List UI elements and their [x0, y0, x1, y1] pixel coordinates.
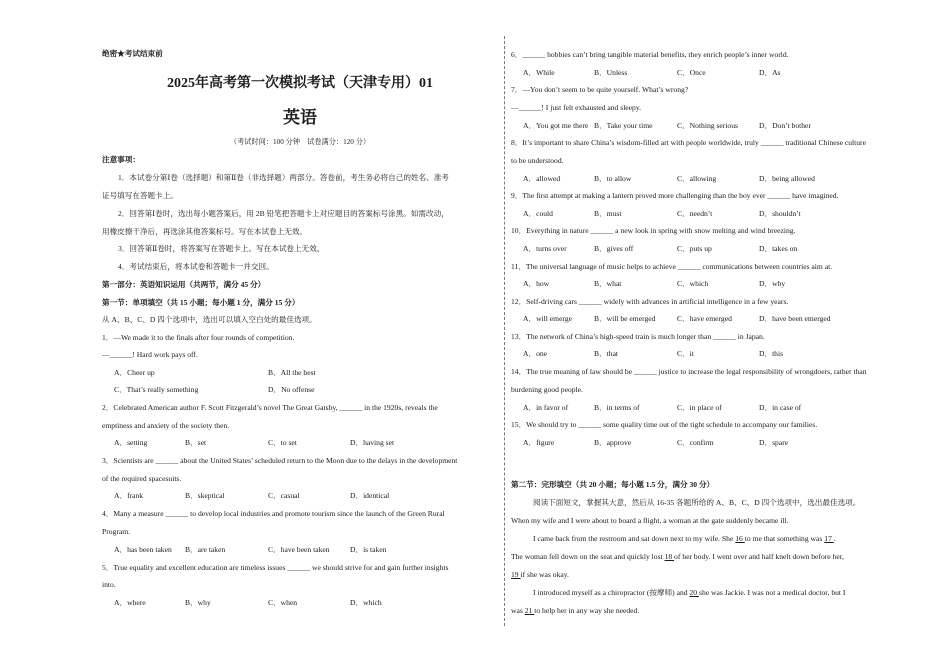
blank-21: 21 — [524, 606, 535, 615]
note-2b: 用橡皮擦干净后，再选涂其他答案标号。写在本试卷上无效。 — [102, 227, 308, 236]
option-b: B．that — [594, 349, 619, 358]
option-c: C．Nothing serious — [677, 121, 738, 130]
option-a: A．figure — [523, 438, 555, 447]
option-c: C．have been taken — [268, 545, 330, 554]
option-c: C．when — [268, 598, 298, 607]
option-a: A．setting — [114, 438, 148, 447]
question-stem: burdening good people. — [511, 385, 583, 394]
option-b: B．why — [185, 598, 211, 607]
passage-text: I introduced myself as a chiropractor (按摩师) and — [533, 588, 688, 597]
note-3: 3．回答第Ⅱ卷时，将答案写在答题卡上。写在本试卷上无效。 — [118, 244, 325, 253]
option-b: B．approve — [594, 438, 632, 447]
option-c: C．to set — [268, 438, 297, 447]
option-d: D．having set — [350, 438, 395, 447]
option-d: D．No offense — [268, 385, 315, 394]
option-d: D．why — [759, 279, 786, 288]
option-b: B．must — [594, 209, 622, 218]
blank-16: 16 — [735, 534, 745, 543]
question-stem: 6．______ hobbies can’t bring tangible material benefits, they enrich people’s inner world. — [511, 50, 789, 59]
question-stem: Program. — [102, 527, 131, 536]
option-b: B．All the best — [268, 368, 316, 377]
option-a: A．frank — [114, 491, 144, 500]
option-d: D．As — [759, 68, 781, 77]
question-stem: 9．The first attempt at making a lantern proved more challenging than the boy ever ______ have imagined. — [511, 191, 839, 200]
blank-20: 20 — [689, 588, 699, 597]
question-stem: of the required spacesuits. — [102, 474, 182, 483]
passage-line — [533, 588, 845, 598]
option-d: D．which — [350, 598, 382, 607]
option-d: D．being allowed — [759, 174, 815, 183]
option-a: A．how — [523, 279, 550, 288]
question-stem: 13．The network of China’s high-speed train is much longer than ______ in Japan. — [511, 332, 765, 341]
passage-line — [533, 534, 836, 544]
option-b: B．what — [594, 279, 622, 288]
passage-text: The woman fell down on the seat and quickly lost — [511, 552, 663, 561]
part1-heading: 第一部分：英语知识运用（共两节，满分 45 分） — [102, 280, 266, 289]
option-b: B．gives off — [594, 244, 634, 253]
passage-text: if she was okay. — [520, 570, 569, 579]
section1-instruction: 从 A、B、C、D 四个选项中，选出可以填入空白处的最佳选项。 — [102, 315, 317, 324]
option-b: B．in terms of — [594, 403, 640, 412]
option-b: B．set — [185, 438, 207, 447]
passage-text: of her body. I went over and half knelt down before her, — [674, 552, 844, 561]
passage-line: When my wife and I were about to board a flight, a woman at the gate suddenly became ill. — [511, 516, 789, 525]
option-a: A．will emerge — [523, 314, 572, 323]
passage-line — [511, 606, 639, 616]
option-d: D．identical — [350, 491, 390, 500]
passage-text: . — [833, 534, 836, 543]
question-stem: —______! I just felt exhausted and sleepy. — [511, 103, 642, 112]
option-a: A．could — [523, 209, 553, 218]
notes-heading: 注意事项： — [102, 155, 140, 164]
option-b: B．will be emerged — [594, 314, 656, 323]
option-a: A．turns over — [523, 244, 567, 253]
option-d: D．shouldn’t — [759, 209, 801, 218]
option-c: C．which — [677, 279, 709, 288]
option-a: A．where — [114, 598, 146, 607]
option-d: D．takes on — [759, 244, 798, 253]
question-stem: 11．The universal language of music helps to achieve ______ communications between countries aim at. — [511, 262, 833, 271]
option-d: D．in case of — [759, 403, 802, 412]
passage-text: to me that something was — [744, 534, 823, 543]
passage-text: to help her in any way she needed. — [534, 606, 640, 615]
option-b: B．Take your time — [594, 121, 653, 130]
section1-heading: 第一节：单项填空（共 15 小题；每小题 1 分，满分 15 分） — [102, 298, 300, 307]
option-c: C．in place of — [677, 403, 722, 412]
option-c: C．needn’t — [677, 209, 713, 218]
question-stem: 3．Scientists are ______ about the United States’ scheduled return to the Moon due to the delays in the development — [102, 456, 458, 465]
passage-text: she was Jackie. I was not a medical doctor, but I — [698, 588, 846, 597]
question-stem: into. — [102, 580, 116, 589]
exam-title: 2025年高考第一次模拟考试（天津专用）01 — [167, 76, 433, 91]
question-stem: 1．—We made it to the finals after four rounds of competition. — [102, 333, 295, 342]
option-c: C．confirm — [677, 438, 714, 447]
question-stem: 10．Everything in nature ______ a new look in spring with snow melting and wind breezing. — [511, 226, 796, 235]
option-c: C．it — [677, 349, 694, 358]
question-stem: 12．Self-driving cars ______ widely with advances in artificial intelligence in a few years. — [511, 297, 789, 306]
question-stem: 4．Many a measure ______ to develop local industries and promote tourism since the launch of the Green Rural — [102, 509, 445, 518]
question-stem: 5．True equality and excellent education are timeless issues ______ we should strive for and gain further insights — [102, 563, 449, 572]
passage-line — [511, 552, 844, 562]
option-b: B．Unless — [594, 68, 628, 77]
exam-info: （考试时间：100 分钟 试卷满分：120 分） — [229, 138, 371, 146]
option-b: B．skeptical — [185, 491, 225, 500]
blank-19: 19 — [511, 570, 521, 579]
option-d: D．have been emerged — [759, 314, 831, 323]
question-stem: 14．The true meaning of law should be ______ justice to increase the legal responsibility of wrongdoers, rather than — [511, 367, 867, 376]
note-1a: 1．本试卷分第Ⅰ卷（选择题）和第Ⅱ卷（非选择题）两部分。答卷前，考生务必将自己的姓名、准考 — [118, 173, 449, 182]
option-a: A．Cheer up — [114, 368, 155, 377]
question-stem: 8．It’s important to share China’s wisdom-filled art with people worldwide, truly ______ traditional Chinese culture — [511, 138, 866, 147]
secret-label: 绝密★考试结束前 — [102, 49, 163, 58]
passage-text: was — [511, 606, 523, 615]
question-stem: 7．—You don’t seem to be quite yourself. What’s wrong? — [511, 85, 689, 94]
option-a: A．one — [523, 349, 548, 358]
passage-text: I came back from the restroom and sat down next to my wife. She — [533, 534, 734, 543]
section2-heading: 第二节：完形填空（共 20 小题；每小题 1.5 分，满分 30 分） — [511, 480, 715, 489]
question-stem: emptiness and anxiety of the society then. — [102, 421, 230, 430]
option-a: A．in favor of — [523, 403, 569, 412]
passage-line — [511, 570, 569, 580]
question-stem: to be understood. — [511, 156, 564, 165]
note-2a: 2．回答第Ⅰ卷时，选出每小题答案后，用 2B 铅笔把答题卡上对应题目的答案标号涂黑。如需改动， — [118, 209, 449, 218]
blank-18: 18 — [664, 552, 675, 561]
question-stem: 15．We should try to ______ some quality time out of the tight schedule to accompany our families. — [511, 420, 818, 429]
option-b: B．to allow — [594, 174, 632, 183]
option-a: A．While — [523, 68, 555, 77]
column-divider — [504, 36, 505, 626]
option-d: D．is taken — [350, 545, 387, 554]
option-c: C．That’s really something — [114, 385, 199, 394]
subject-title: 英语 — [283, 108, 317, 127]
note-1b: 证号填写在答题卡上。 — [102, 191, 178, 200]
option-d: D．spare — [759, 438, 789, 447]
option-c: C．allowing — [677, 174, 717, 183]
option-a: A．allowed — [523, 174, 561, 183]
option-c: C．Once — [677, 68, 706, 77]
question-stem: 2．Celebrated American author F. Scott Fitzgerald’s novel The Great Gatsby, ______ in the 1920s, reveals the — [102, 403, 438, 412]
option-b: B．are taken — [185, 545, 226, 554]
option-a: A．You got me there — [523, 121, 589, 130]
option-c: C．casual — [268, 491, 300, 500]
section2-instruction: 阅读下面短文，掌握其大意，然后从 16-35 各题所给的 A、B、C、D 四个选项中，选出最佳选项。 — [533, 498, 861, 507]
option-d: D．Don’t bother — [759, 121, 811, 130]
option-a: A．has been taken — [114, 545, 172, 554]
note-4: 4．考试结束后，将本试卷和答题卡一并交回。 — [118, 262, 274, 271]
option-c: C．puts up — [677, 244, 712, 253]
option-c: C．have emerged — [677, 314, 732, 323]
option-d: D．this — [759, 349, 784, 358]
blank-17: 17 — [824, 534, 834, 543]
question-stem: —______! Hard work pays off. — [102, 350, 198, 359]
